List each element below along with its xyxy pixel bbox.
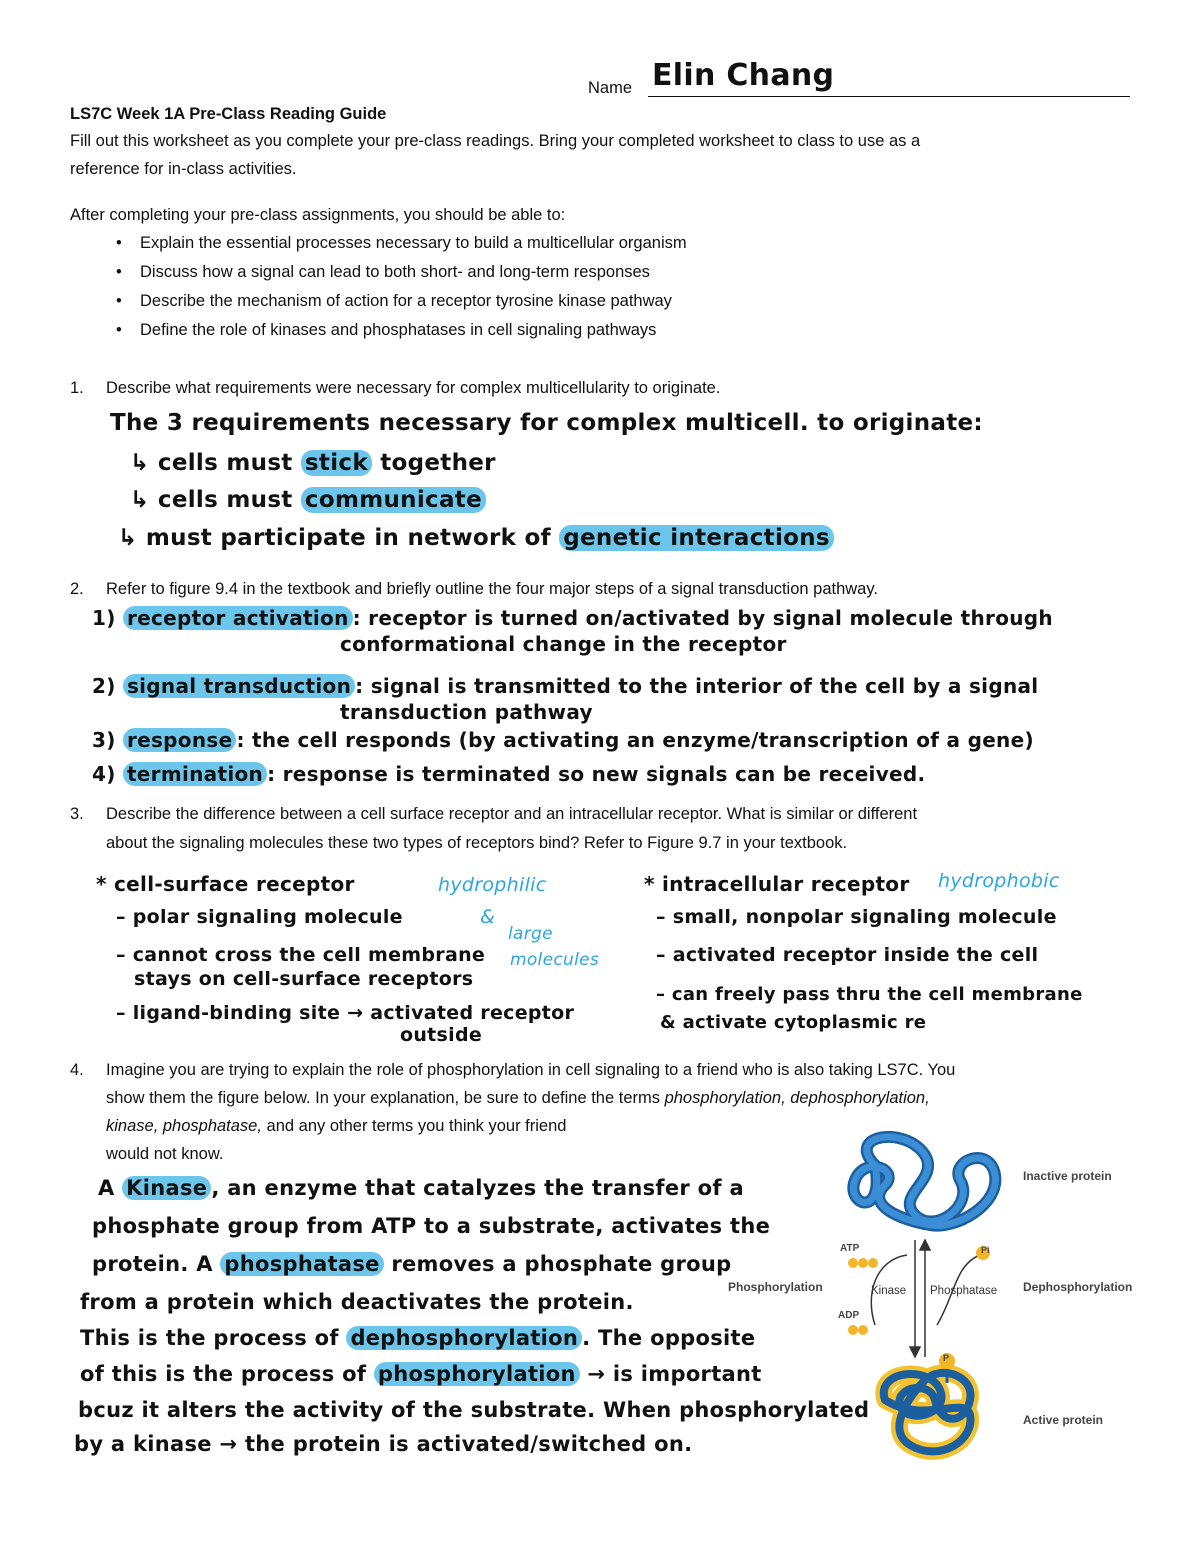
q3-left-bullet: stays on cell-surface receptors bbox=[134, 968, 474, 990]
q3-left-note: molecules bbox=[510, 950, 600, 970]
name-underline bbox=[648, 96, 1130, 97]
p-label: P bbox=[943, 1353, 950, 1363]
adp-icon bbox=[848, 1325, 868, 1335]
phosphatase-label: Phosphatase bbox=[930, 1285, 998, 1297]
active-protein-icon bbox=[884, 1353, 971, 1451]
q3-text-line-1: Describe the difference between a cell surface receptor and an intracellular receptor. What is similar or different bbox=[106, 805, 918, 823]
q2-text: Refer to figure 9.4 in the textbook and briefly outline the four major steps of a signal transduction pathway. bbox=[106, 580, 878, 598]
q4-text-line-2: show them the figure below. In your explanation, be sure to define the terms phosphorylation, dephosphorylation, bbox=[106, 1089, 930, 1107]
q2-answer-line: 4) termination : response is terminated so new signals can be received. bbox=[92, 762, 926, 786]
q3-left-note: large bbox=[508, 924, 553, 944]
q3-right-note: hydrophobic bbox=[938, 870, 1060, 892]
q1-number: 1. bbox=[70, 379, 84, 397]
q2-answer-line: transduction pathway bbox=[340, 700, 593, 724]
q3-left-bullet: outside bbox=[400, 1024, 483, 1046]
phosphorylation-label: Phosphorylation bbox=[728, 1280, 823, 1294]
q3-right-bullet: & activate cytoplasmic re bbox=[660, 1012, 927, 1033]
bullet-icon: • bbox=[116, 321, 122, 339]
q3-left-note: & bbox=[480, 906, 496, 928]
q3-left-bullet: – ligand-binding site → activated receptor bbox=[116, 1002, 575, 1024]
q3-number: 3. bbox=[70, 805, 84, 823]
q3-left-note: hydrophilic bbox=[438, 874, 547, 896]
q4-text-line-4: would not know. bbox=[106, 1145, 224, 1163]
atp-label: ATP bbox=[840, 1243, 860, 1254]
q1-answer-line: The 3 requirements necessary for complex multicell. to originate: bbox=[110, 410, 983, 436]
atp-icon bbox=[848, 1258, 878, 1268]
q3-right-bullet: – can freely pass thru the cell membrane bbox=[656, 984, 1083, 1005]
q1-answer-line: ↳ cells must communicate bbox=[130, 487, 486, 513]
bullet-icon: • bbox=[116, 263, 122, 281]
objective-item: Describe the mechanism of action for a receptor tyrosine kinase pathway bbox=[140, 292, 672, 310]
q2-answer-line: conformational change in the receptor bbox=[340, 632, 787, 656]
q3-left-bullet: – polar signaling molecule bbox=[116, 906, 403, 928]
q3-right-heading: * intracellular receptor bbox=[644, 872, 910, 896]
kinase-label: Kinase bbox=[871, 1285, 907, 1297]
q4-answer-line: This is the process of dephosphorylation . The opposite bbox=[80, 1326, 756, 1350]
objective-item: Discuss how a signal can lead to both short- and long-term responses bbox=[140, 263, 650, 281]
q4-answer-line: from a protein which deactivates the protein. bbox=[80, 1290, 634, 1314]
q4-text-line-1: Imagine you are trying to explain the role of phosphorylation in cell signaling to a friend who is also taking LS7C. You bbox=[106, 1061, 956, 1079]
q4-answer-line: phosphate group from ATP to a substrate, activates the bbox=[92, 1214, 771, 1238]
objective-item: Explain the essential processes necessary to build a multicellular organism bbox=[140, 234, 687, 252]
q4-answer-line: of this is the process of phosphorylation → is important bbox=[80, 1362, 762, 1386]
objective-item: Define the role of kinases and phosphatases in cell signaling pathways bbox=[140, 321, 657, 339]
q2-number: 2. bbox=[70, 580, 84, 598]
q4-answer-line: A Kinase , an enzyme that catalyzes the transfer of a bbox=[98, 1176, 744, 1200]
q3-left-heading: * cell-surface receptor bbox=[96, 872, 355, 896]
q2-answer-line: 2) signal transduction : signal is transmitted to the interior of the cell by a signal bbox=[92, 674, 1039, 698]
inactive-protein-icon bbox=[853, 1137, 995, 1226]
adp-label: ADP bbox=[838, 1310, 860, 1321]
q1-answer-line: ↳ cells must stick together bbox=[130, 450, 496, 476]
objectives-intro: After completing your pre-class assignments, you should be able to: bbox=[70, 206, 566, 224]
q3-right-bullet: – activated receptor inside the cell bbox=[656, 944, 1039, 966]
bullet-icon: • bbox=[116, 292, 122, 310]
q2-answer-line: 1) receptor activation : receptor is turned on/activated by signal molecule through bbox=[92, 606, 1053, 630]
q4-number: 4. bbox=[70, 1061, 84, 1079]
name-label: Name bbox=[588, 79, 633, 97]
q4-answer-line: by a kinase → the protein is activated/switched on. bbox=[74, 1432, 693, 1456]
q4-answer-line: bcuz it alters the activity of the substrate. When phosphorylated bbox=[78, 1398, 870, 1422]
q4-text-line-3: kinase, phosphatase, and any other terms you think your friend bbox=[106, 1117, 567, 1135]
bullet-icon: • bbox=[116, 234, 122, 252]
q2-answer-line: 3) response : the cell responds (by activating an enzyme/transcription of a gene) bbox=[92, 728, 1034, 752]
phosphorylation-figure bbox=[725, 1125, 1150, 1465]
q1-answer-line: ↳ must participate in network of genetic interactions bbox=[118, 525, 834, 551]
name-value[interactable]: Elin Chang bbox=[652, 58, 835, 93]
dephosphorylation-label: Dephosphorylation bbox=[1023, 1280, 1133, 1294]
q1-text: Describe what requirements were necessary for complex multicellularity to originate. bbox=[106, 379, 721, 397]
inactive-protein-label: Inactive protein bbox=[1023, 1169, 1112, 1183]
intro-line-2: reference for in-class activities. bbox=[70, 160, 297, 178]
q3-text-line-2: about the signaling molecules these two types of receptors bind? Refer to Figure 9.7 in your textbook. bbox=[106, 834, 848, 852]
intro-line-1: Fill out this worksheet as you complete your pre-class readings. Bring your completed worksheet to class to use as a bbox=[70, 132, 921, 150]
active-protein-label: Active protein bbox=[1023, 1413, 1104, 1427]
q3-right-bullet: – small, nonpolar signaling molecule bbox=[656, 906, 1057, 928]
pi-label: Pi bbox=[981, 1245, 990, 1255]
cycle-arrows bbox=[871, 1240, 980, 1357]
page-title: LS7C Week 1A Pre-Class Reading Guide bbox=[70, 105, 387, 123]
q3-left-bullet: – cannot cross the cell membrane bbox=[116, 944, 486, 966]
q4-answer-line: protein. A phosphatase removes a phosphate group bbox=[92, 1252, 732, 1276]
